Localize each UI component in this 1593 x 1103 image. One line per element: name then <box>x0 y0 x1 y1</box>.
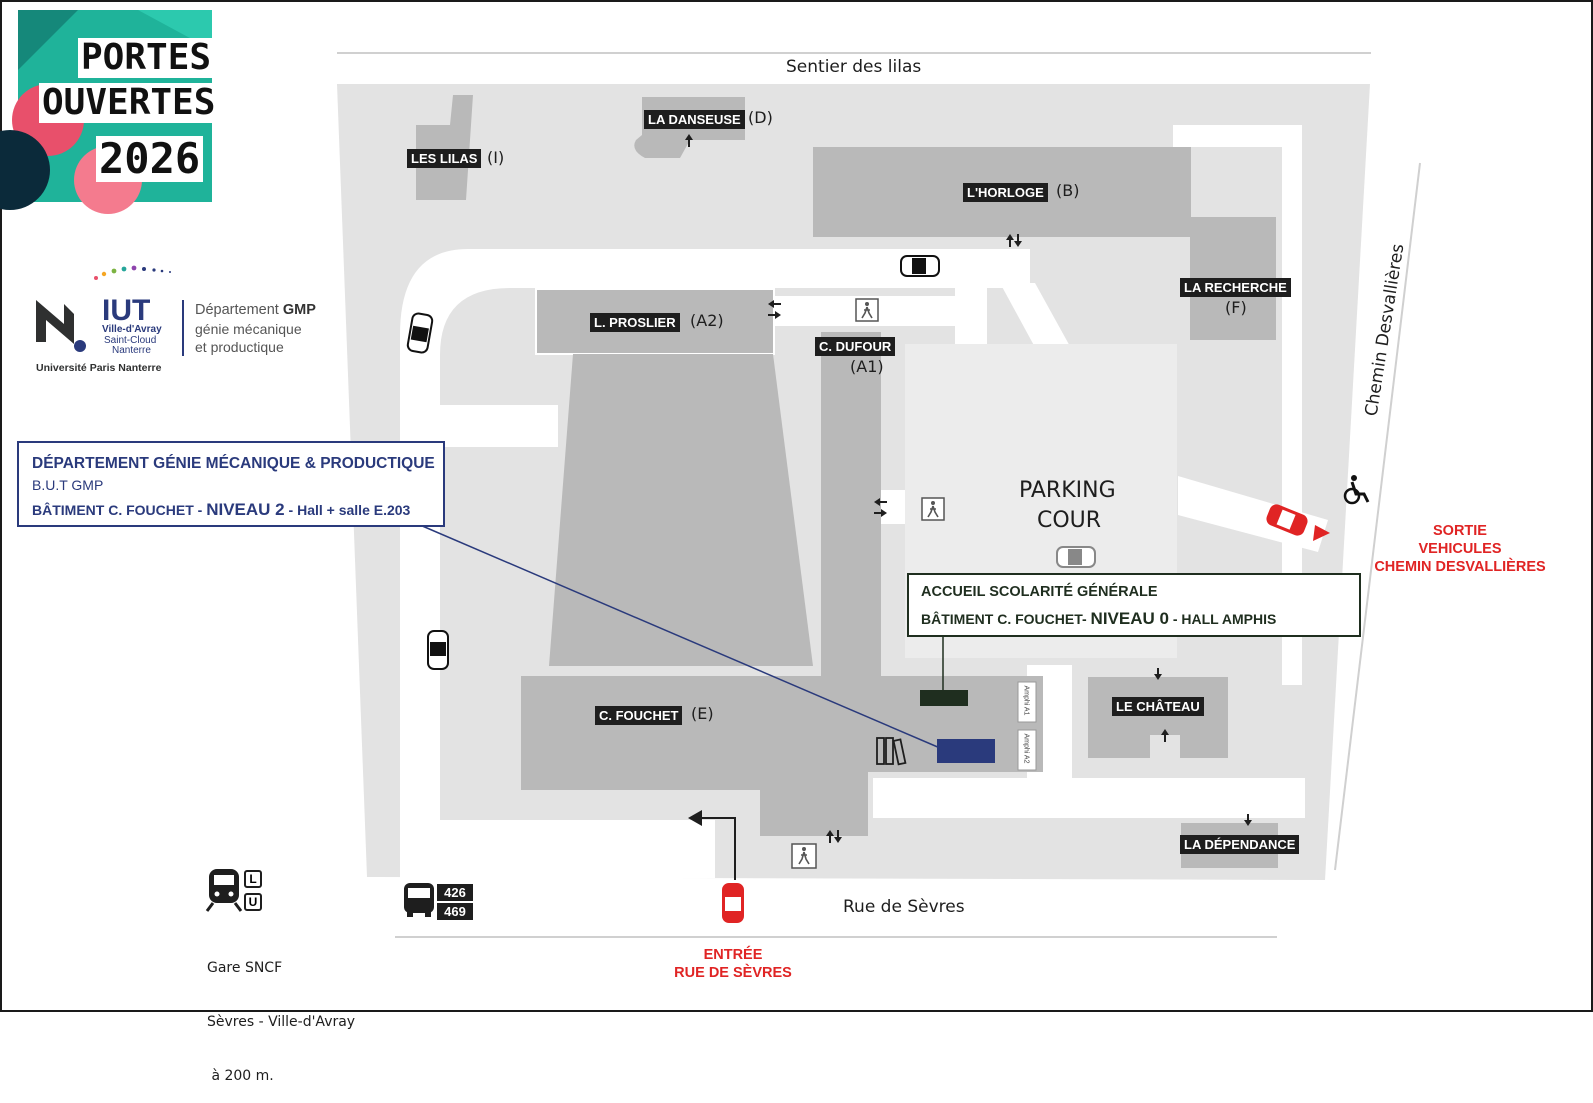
callout-accueil-title: ACCUEIL SCOLARITÉ GÉNÉRALE <box>921 584 1158 600</box>
iut-logo <box>34 262 354 382</box>
logo-word-ouvertes: OUVERTES <box>39 83 218 123</box>
station-info: Gare SNCF Sèvres - Ville-d'Avray à 200 m. <box>207 960 356 1084</box>
pedestrian-icon <box>856 299 878 321</box>
iut-letters: IUT <box>102 294 151 327</box>
callout-gmp-location: BÂTIMENT C. FOUCHET - NIVEAU 2 - Hall + salle E.203 <box>32 500 411 519</box>
callout-accueil <box>907 573 1361 637</box>
amphi-a2-label: Amphi A2 <box>1022 733 1030 764</box>
code-la-recherche: (F) <box>1225 298 1247 317</box>
label-c-dufour: C. DUFOUR <box>815 337 895 356</box>
code-c-dufour: (A1) <box>850 357 884 376</box>
label-l-proslier: L. PROSLIER <box>590 313 680 332</box>
label-la-dependance: LA DÉPENDANCE <box>1180 835 1299 854</box>
train-line-l: L <box>244 870 262 888</box>
car-icon <box>723 884 743 922</box>
exit-label: SORTIE VEHICULES CHEMIN DESVALLIÈRES <box>1374 523 1546 575</box>
train-icon <box>207 869 241 911</box>
dept-line-1: Département GMP <box>195 302 316 318</box>
train-line-u: U <box>244 893 262 911</box>
bus-line-426: 426 <box>437 884 473 901</box>
label-la-recherche: LA RECHERCHE <box>1180 278 1291 297</box>
callout-gmp-title: DÉPARTEMENT GÉNIE MÉCANIQUE & PRODUCTIQUE <box>32 455 435 472</box>
parking-label-1: PARKING <box>1019 478 1116 503</box>
label-la-danseuse: LA DANSEUSE <box>644 110 745 129</box>
callout-accueil-location: BÂTIMENT C. FOUCHET- NIVEAU 0 - HALL AMPHIS <box>921 609 1277 628</box>
callout-gmp-subtitle: B.U.T GMP <box>32 477 104 493</box>
iut-university: Université Paris Nanterre <box>36 362 162 374</box>
dept-line-2: génie mécanique <box>195 321 302 337</box>
entry-label: ENTRÉE RUE DE SÈVRES <box>674 947 792 981</box>
iut-divider <box>182 300 184 356</box>
street-east: Chemin Desvallières <box>1361 242 1409 418</box>
portes-ouvertes-logo <box>18 10 216 202</box>
code-lhorloge: (B) <box>1056 181 1080 200</box>
gmp-room-marker <box>937 739 995 763</box>
logo-word-year: 2026 <box>96 136 203 182</box>
pedestrian-icon <box>792 844 816 868</box>
label-le-chateau: LE CHÂTEAU <box>1112 697 1204 716</box>
callout-gmp <box>17 441 445 527</box>
building-proslier-wing <box>549 354 813 666</box>
label-les-lilas: LES LILAS <box>407 149 481 168</box>
street-south: Rue de Sèvres <box>843 897 965 917</box>
pedestrian-icon <box>922 498 944 520</box>
label-c-fouchet: C. FOUCHET <box>595 706 682 725</box>
label-lhorloge: L'HORLOGE <box>963 183 1048 202</box>
bus-icon <box>404 883 434 917</box>
car-icon <box>901 256 939 276</box>
building-dufour <box>821 332 881 678</box>
code-la-danseuse: (D) <box>748 108 773 127</box>
car-icon <box>428 631 448 669</box>
amphi-a1-label: Amphi A1 <box>1022 685 1030 716</box>
code-c-fouchet: (E) <box>691 704 714 723</box>
car-icon <box>1057 547 1095 567</box>
accueil-room-marker <box>920 690 968 706</box>
code-l-proslier: (A2) <box>690 311 724 330</box>
iut-campus-1: Ville-d'Avray <box>102 324 162 335</box>
iut-campus-2: Saint-Cloud <box>104 335 157 346</box>
bus-line-469: 469 <box>437 903 473 920</box>
logo-word-portes: PORTES <box>78 38 214 78</box>
code-les-lilas: (I) <box>487 148 505 167</box>
wheelchair-icon <box>1345 475 1368 503</box>
parking-label-2: COUR <box>1037 508 1102 533</box>
dept-line-3: et productique <box>195 339 284 355</box>
street-north: Sentier des lilas <box>786 57 922 77</box>
iut-campus-3: Nanterre <box>112 345 151 356</box>
